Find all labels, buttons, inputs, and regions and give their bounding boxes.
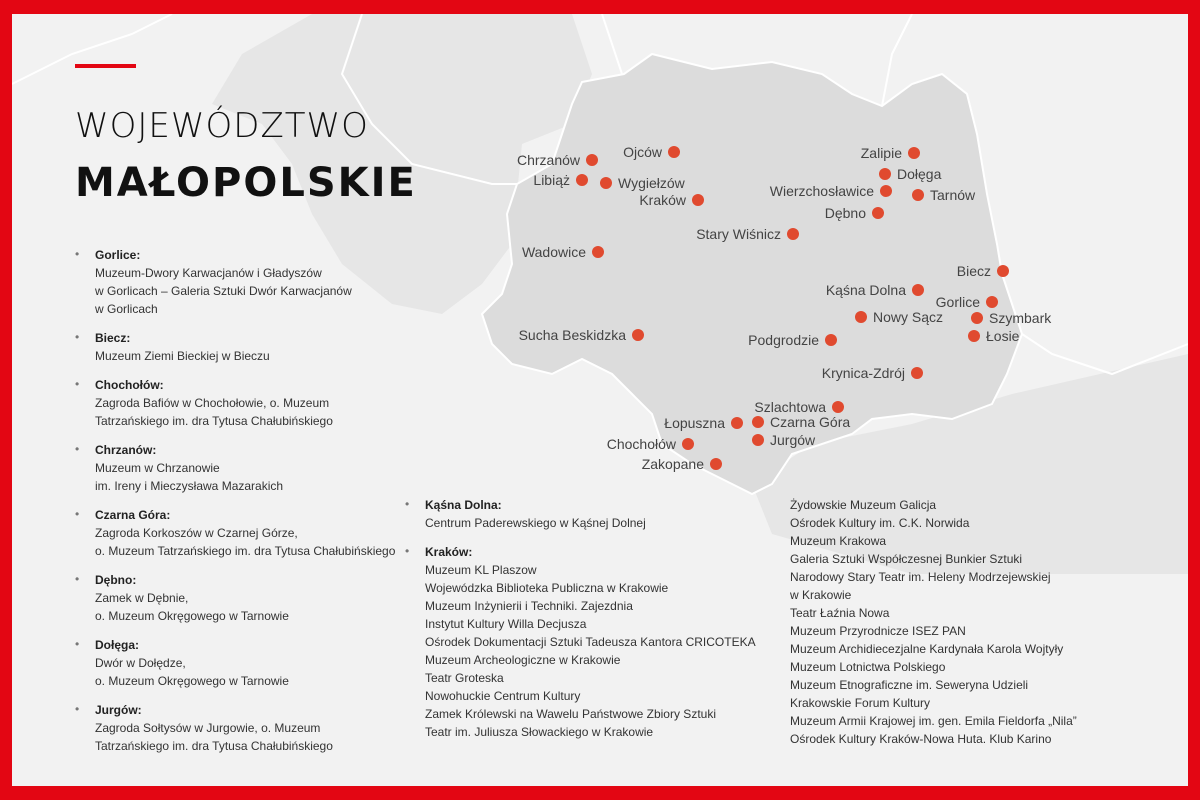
place-label: Dołęga — [897, 166, 942, 182]
place-marker — [912, 284, 924, 296]
list-item — [405, 543, 756, 741]
list-item-line: Wojewódzka Biblioteka Publiczna w Krakowie — [425, 581, 669, 595]
list-item-line: Narodowy Stary Teatr im. Heleny Modrzejewskiej — [790, 570, 1051, 584]
list-item-line: Muzeum Archeologiczne w Krakowie — [425, 653, 621, 667]
list-item-line: Zamek Królewski na Wawelu Państwowe Zbiory Sztuki — [425, 707, 716, 721]
list-item-heading: • Gorlice: — [95, 248, 141, 262]
list-item-line: Muzeum w Chrzanowie — [95, 461, 220, 475]
list-item-line: w Krakowie — [790, 588, 852, 602]
place-marker — [682, 438, 694, 450]
list-item-line: Muzeum Armii Krajowej im. gen. Emila Fieldorfa „Nila” — [790, 714, 1077, 728]
list-item-line: Muzeum Ziemi Bieckiej w Bieczu — [95, 349, 270, 363]
place-marker — [668, 146, 680, 158]
list-item-line: Zamek w Dębnie, — [95, 591, 189, 605]
border-line-north — [602, 14, 622, 74]
place-label: Krynica-Zdrój — [821, 365, 905, 381]
place-marker — [986, 296, 998, 308]
place-label: Kraków — [639, 192, 686, 208]
title-line-1: WOJEWÓDZTWO — [75, 106, 369, 146]
place-marker — [592, 246, 604, 258]
place-marker — [825, 334, 837, 346]
place-label: Wadowice — [521, 244, 586, 260]
place-marker — [997, 265, 1009, 277]
place-marker — [731, 417, 743, 429]
place-marker — [832, 401, 844, 413]
list-item-line: Krakowskie Forum Kultury — [790, 696, 931, 710]
place-label: Kąśna Dolna — [825, 282, 906, 298]
list-item-line: Tatrzańskiego im. dra Tytusa Chałubińskiego — [95, 414, 333, 428]
place-marker — [880, 185, 892, 197]
place-marker — [912, 189, 924, 201]
place-marker — [692, 194, 704, 206]
title-line-2: MAŁOPOLSKIE — [75, 160, 417, 206]
place-label: Biecz — [956, 263, 991, 279]
list-item-line: Zagroda Sołtysów w Jurgowie, o. Muzeum — [95, 721, 321, 735]
place-marker — [911, 367, 923, 379]
list-item-heading: • Chrzanów: — [95, 443, 157, 457]
place-label: Zakopane — [641, 456, 704, 472]
list-item-line: Zagroda Korkoszów w Czarnej Górze, — [95, 526, 298, 540]
place-label: Chochołów — [606, 436, 676, 452]
place-label: Wierzchosławice — [769, 183, 874, 199]
list-item-heading: • Dębno: — [95, 573, 137, 587]
list-item-heading: • Jurgów: — [95, 703, 142, 717]
list-item — [75, 376, 395, 430]
place-label: Tarnów — [930, 187, 976, 203]
institution-list-col1 — [75, 246, 395, 766]
list-item-line: o. Muzeum Okręgowego w Tarnowie — [95, 674, 289, 688]
list-item-line: Teatr im. Juliusza Słowackiego w Krakowie — [425, 725, 654, 739]
place-marker — [600, 177, 612, 189]
list-item-heading: • Dołęga: — [95, 638, 140, 652]
place-label: Stary Wiśnicz — [696, 226, 781, 242]
list-item — [75, 636, 395, 690]
list-item-line: w Gorlicach – Galeria Sztuki Dwór Karwacjanów — [95, 284, 352, 298]
place-label: Podgrodzie — [748, 332, 819, 348]
place-marker — [787, 228, 799, 240]
place-label: Łopuszna — [664, 415, 725, 431]
institution-list-col2 — [405, 496, 756, 752]
list-item-line: im. Ireny i Mieczysława Mazarakich — [95, 479, 284, 493]
list-item-line: Galeria Sztuki Współczesnej Bunkier Sztuki — [790, 552, 1023, 566]
list-item-line: Centrum Paderewskiego w Kąśnej Dolnej — [425, 516, 646, 530]
list-item-line: Muzeum Archidiecezjalne Kardynała Karola Wojtyły — [790, 642, 1064, 656]
list-item-line: Tatrzańskiego im. dra Tytusa Chałubińskiego — [95, 739, 333, 753]
accent-bar — [75, 64, 136, 68]
place-label: Gorlice — [935, 294, 980, 310]
list-item-line: Muzeum KL Plaszow — [425, 563, 537, 577]
list-item-line: Muzeum Inżynierii i Techniki. Zajezdnia — [425, 599, 633, 613]
place-label: Ojców — [623, 144, 662, 160]
place-marker — [872, 207, 884, 219]
list-item-heading: • Czarna Góra: — [95, 508, 171, 522]
place-label: Szymbark — [989, 310, 1052, 326]
list-item-line: Muzeum Etnograficzne im. Seweryna Udzieli — [790, 678, 1029, 692]
list-item — [75, 441, 395, 495]
place-label: Zalipie — [860, 145, 902, 161]
place-marker — [968, 330, 980, 342]
list-item — [405, 496, 756, 532]
place-label: Nowy Sącz — [873, 309, 944, 325]
place-label: Jurgów — [770, 432, 816, 448]
list-item-line: o. Muzeum Tatrzańskiego im. dra Tytusa Chałubińskiego — [95, 544, 396, 558]
place-marker — [576, 174, 588, 186]
border-line-west2 — [12, 14, 172, 84]
list-item-line: Instytut Kultury Willa Decjusza — [425, 617, 587, 631]
list-item-heading: • Kraków: — [425, 545, 473, 559]
place-marker — [752, 434, 764, 446]
map-canvas — [12, 14, 1188, 786]
place-marker — [752, 416, 764, 428]
list-item — [75, 571, 395, 625]
list-item-line: Teatr Groteska — [425, 671, 504, 685]
place-label: Libiąż — [533, 172, 570, 188]
list-item-line: Zagroda Bafiów w Chochołowie, o. Muzeum — [95, 396, 330, 410]
list-item-heading: • Chochołów: — [95, 378, 164, 392]
list-item-line: Ośrodek Dokumentacji Sztuki Tadeusza Kantora CRICOTEKA — [425, 635, 756, 649]
place-marker — [908, 147, 920, 159]
place-marker — [855, 311, 867, 323]
place-marker — [879, 168, 891, 180]
list-item-line: Żydowskie Muzeum Galicja — [790, 498, 937, 512]
place-marker — [710, 458, 722, 470]
place-marker — [971, 312, 983, 324]
list-item-line: Muzeum Przyrodnicze ISEZ PAN — [790, 624, 966, 638]
list-item-line: Muzeum-Dwory Karwacjanów i Gładyszów — [95, 266, 322, 280]
list-item-line: o. Muzeum Okręgowego w Tarnowie — [95, 609, 289, 623]
list-item-line: Nowohuckie Centrum Kultury — [425, 689, 581, 703]
place-label: Wygiełzów — [618, 175, 685, 191]
list-item-line: Teatr Łaźnia Nowa — [790, 606, 890, 620]
place-label: Chrzanów — [516, 152, 580, 168]
list-item-line: w Gorlicach — [95, 302, 158, 316]
place-label: Czarna Góra — [770, 414, 851, 430]
list-item — [75, 329, 395, 365]
place-label: Sucha Beskidzka — [518, 327, 626, 343]
place-label: Szlachtowa — [754, 399, 826, 415]
list-item-heading: • Biecz: — [95, 331, 131, 345]
institution-list-col3 — [790, 496, 1077, 748]
place-label: Łosie — [986, 328, 1020, 344]
list-item — [75, 701, 395, 755]
list-item — [75, 506, 395, 560]
place-marker — [632, 329, 644, 341]
list-item-line: Dwór w Dołędze, — [95, 656, 186, 670]
list-item-heading: • Kąśna Dolna: — [425, 498, 502, 512]
place-marker — [586, 154, 598, 166]
place-label: Dębno — [824, 205, 866, 221]
list-item-line: Ośrodek Kultury Kraków-Nowa Huta. Klub Karino — [790, 732, 1052, 746]
list-item — [75, 246, 395, 318]
list-item-line: Ośrodek Kultury im. C.K. Norwida — [790, 516, 970, 530]
list-item-line: Muzeum Lotnictwa Polskiego — [790, 660, 946, 674]
list-item-line: Muzeum Krakowa — [790, 534, 887, 548]
